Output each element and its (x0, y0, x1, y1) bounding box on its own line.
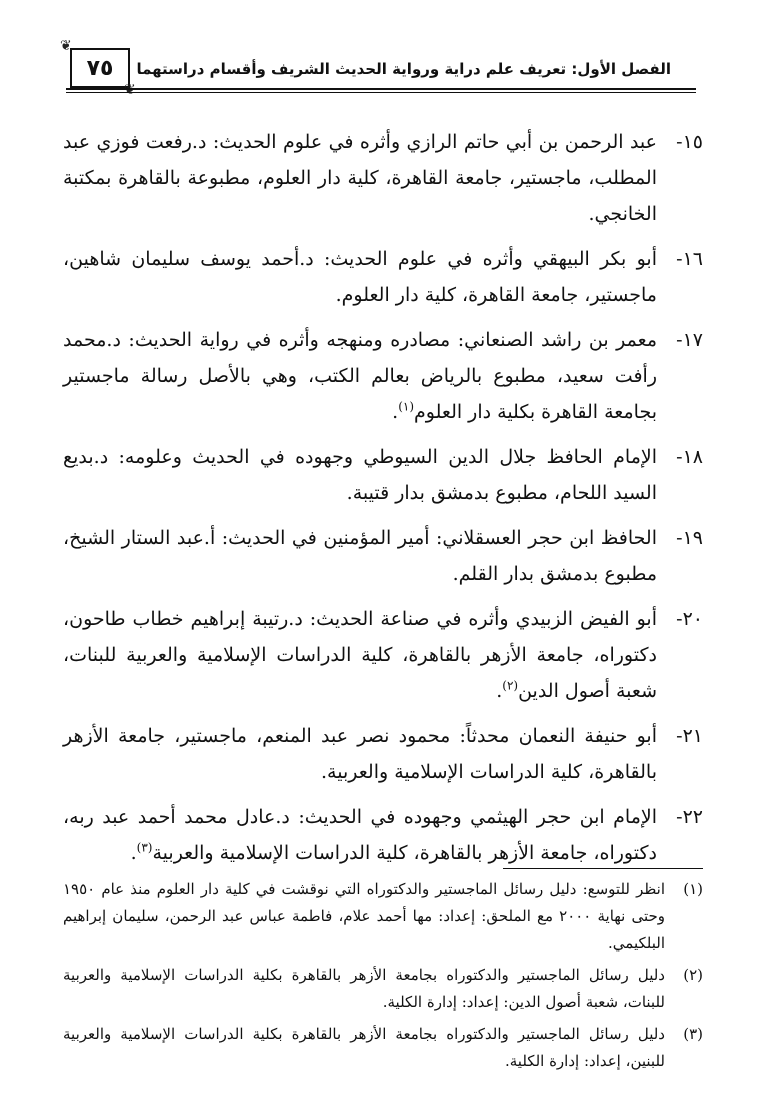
list-item (63, 124, 703, 232)
header-rule (66, 88, 696, 90)
footnote-text: دليل رسائل الماجستير والدكتوراه بجامعة الأزهر بالقاهرة بكلية الدراسات الإسلامية والعربية للبنات، شعبة أصول الدين: إعداد: إدارة الكلية. (63, 966, 665, 1011)
item-number: ١٧- (676, 329, 703, 351)
item-text: الحافظ ابن حجر العسقلاني: أمير المؤمنين في الحديث: أ.عبد الستار الشيخ، مطبوع بدمشق بدار القلم. (63, 527, 657, 585)
item-number: ١٥- (676, 131, 703, 153)
list-item (63, 799, 703, 871)
reference-list (63, 124, 703, 880)
floral-ornament-icon: ❦ (60, 38, 72, 54)
footnote-text: دليل رسائل الماجستير والدكتوراه بجامعة الأزهر بالقاهرة بكلية الدراسات الإسلامية والعربية للبنين، إعداد: إدارة الكلية. (63, 1025, 665, 1070)
item-number: ١٦- (676, 248, 703, 270)
footnote-text: انظر للتوسع: دليل رسائل الماجستير والدكتوراه التي نوقشت في كلية دار العلوم منذ عام ١٩٥٠ وحتى نهاية ٢٠٠٠ مع الملحق: إعداد: مها أحمد علام، فاطمة عباس عبد الرحمن، سليمان إبراهيم البلكيمي. (63, 880, 665, 952)
item-number: ٢١- (676, 725, 703, 747)
running-title: الفصل الأول: تعريف علم دراية ورواية الحديث الشريف وأقسام دراستهما (136, 60, 671, 78)
list-item (63, 520, 703, 592)
footnote (63, 1021, 703, 1075)
footnote (63, 876, 703, 957)
item-text: الإمام ابن حجر الهيثمي وجهوده في الحديث: د.عادل محمد أحمد عبد ربه، دكتوراه، جامعة الأزهر بالقاهرة، كلية الدراسات الإسلامية والعربية$^{(٣)}$. (63, 806, 657, 864)
floral-ornament-icon: ❦ (124, 82, 136, 98)
footnote-ref[interactable]: (٢) (502, 678, 519, 693)
footnote-separator (503, 868, 703, 869)
footnote-number: (٣) (683, 1025, 703, 1043)
footnote (63, 962, 703, 1016)
item-number: ١٩- (676, 527, 703, 549)
list-item (63, 718, 703, 790)
item-text: معمر بن راشد الصنعاني: مصادره ومنهجه وأثره في رواية الحديث: د.محمد رأفت سعيد، مطبوع بالرياض بعالم الكتب، وهي بالأصل رسالة ماجستير بجامعة القاهرة بكلية دار العلوم$^{(١)}$. (63, 329, 658, 423)
page-header (0, 0, 763, 100)
item-number: ٢٢- (676, 806, 703, 828)
item-text: الإمام الحافظ جلال الدين السيوطي وجهوده في الحديث وعلومه: د.بديع السيد اللحام، مطبوع بدمشق بدار قتيبة. (63, 446, 657, 504)
list-item (63, 601, 703, 709)
item-text: أبو بكر البيهقي وأثره في علوم الحديث: د.أحمد يوسف سليمان شاهين، ماجستير، جامعة القاهرة، كلية دار العلوم. (63, 248, 657, 306)
item-number: ١٨- (676, 446, 703, 468)
footnote-number: (٢) (683, 966, 703, 984)
item-text: أبو حنيفة النعمان محدثاً: محمود نصر عبد المنعم، ماجستير، جامعة الأزهر بالقاهرة، كلية الدراسات الإسلامية والعربية. (63, 725, 657, 783)
list-item (63, 322, 703, 430)
footnote-ref[interactable]: (١) (398, 399, 415, 414)
footnotes (63, 876, 703, 1080)
footnote-number: (١) (683, 880, 703, 898)
item-text: عبد الرحمن بن أبي حاتم الرازي وأثره في علوم الحديث: د.رفعت فوزي عبد المطلب، ماجستير، جامعة القاهرة، كلية دار العلوم، مطبوعة بالقاهرة بمكتبة الخانجي. (63, 131, 657, 225)
header-rule-thin (66, 92, 696, 93)
footnote-ref[interactable]: (٣) (136, 840, 153, 855)
item-text: أبو الفيض الزبيدي وأثره في صناعة الحديث: د.رتيبة إبراهيم خطاب طاحون، دكتوراه، جامعة الأزهر بالقاهرة، كلية الدراسات الإسلامية والعربية للبنات، شعبة أصول الدين$^{(٢)}$. (63, 608, 657, 702)
list-item (63, 439, 703, 511)
page-number: ٧٥ (70, 48, 130, 88)
item-number: ٢٠- (676, 608, 703, 630)
list-item (63, 241, 703, 313)
